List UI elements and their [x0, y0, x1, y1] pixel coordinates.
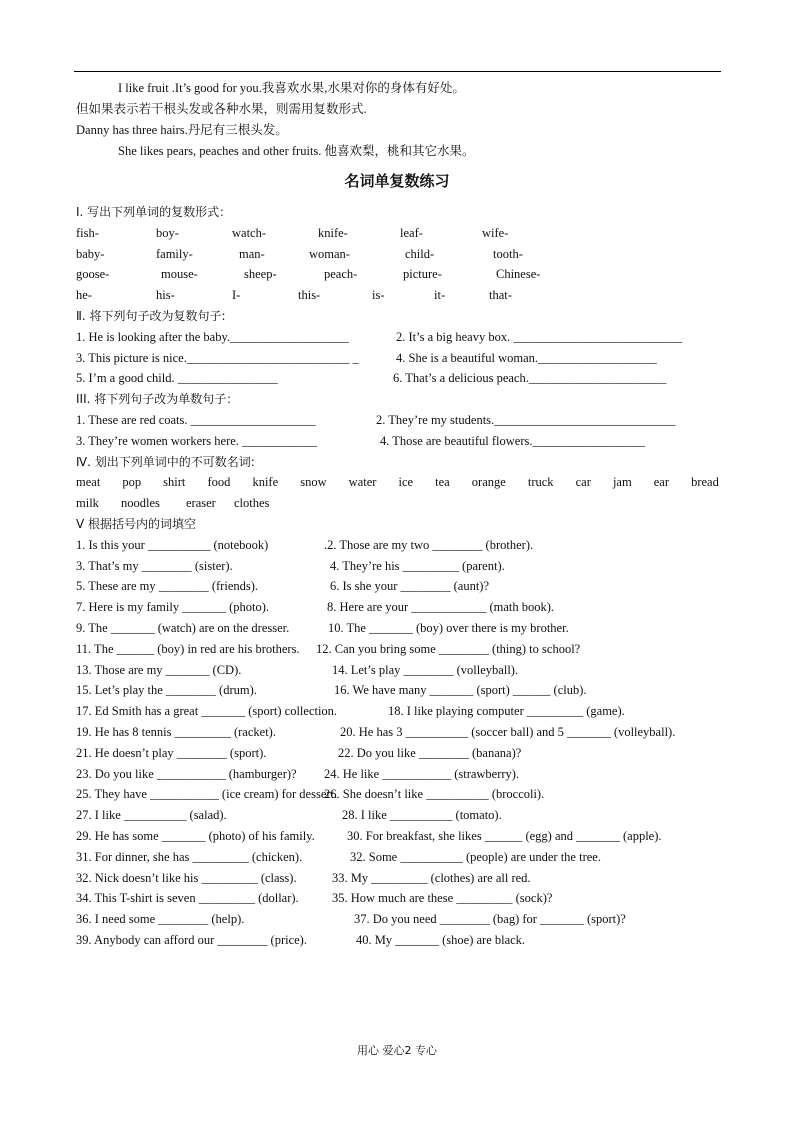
- sentence: 40. My _______ (shoe) are black.: [356, 932, 526, 947]
- sentence: 33. My _________ (clothes) are all red.: [332, 870, 531, 885]
- sentence: 2. It’s a big heavy box. ___________________________: [396, 329, 683, 344]
- word: Chinese-: [496, 267, 541, 282]
- sentence-row: [76, 618, 726, 639]
- word: leaf-: [400, 225, 423, 240]
- sentence: 22. Do you like ________ (banana)?: [338, 745, 522, 760]
- sentence: 25. They have ___________ (ice cream) for dessert.: [76, 787, 338, 802]
- sentence: 19. He has 8 tennis _________ (racket).: [76, 724, 276, 739]
- intro-line: I like fruit .It’s good for you.我喜欢水果,水果对你的身体有好处。: [118, 81, 465, 95]
- word: knife: [252, 475, 279, 490]
- intro-line: 但如果表示若干根头发或各种水果，则需用复数形式.: [76, 102, 367, 116]
- word: woman-: [309, 246, 350, 261]
- sentence-row: [76, 784, 726, 805]
- sentence: 6. Is she your ________ (aunt)?: [330, 579, 489, 594]
- word: orange: [471, 475, 506, 490]
- sentence: 34. This T-shirt is seven _________ (dollar).: [76, 891, 299, 906]
- word: picture-: [403, 267, 442, 282]
- word: jam: [612, 475, 632, 490]
- sentence: 26. She doesn’t like __________ (broccoli).: [324, 787, 545, 802]
- word: ear: [653, 475, 670, 490]
- section-1-heading: Ⅰ. 写出下列单词的复数形式：: [76, 205, 232, 219]
- sentence-row: [76, 888, 726, 909]
- sentence-row: [76, 348, 726, 369]
- word-row: [76, 493, 726, 514]
- section-2-heading: Ⅱ. 将下列句子改为复数句子:: [76, 308, 226, 323]
- sentence: 9. The _______ (watch) are on the dresser.: [76, 620, 290, 635]
- word: mouse-: [161, 267, 198, 282]
- word-row: [76, 285, 726, 306]
- sentence: 28. I like __________ (tomato).: [342, 808, 502, 823]
- sentence: 29. He has some _______ (photo) of his family.: [76, 828, 315, 843]
- word: this-: [298, 288, 321, 303]
- sentence-row: [76, 576, 726, 597]
- word: pop: [122, 475, 142, 490]
- sentence: 3. They’re women workers here. ____________: [76, 433, 318, 448]
- sentence-row: [76, 556, 726, 577]
- sentence: 27. I like __________ (salad).: [76, 808, 227, 823]
- word: goose-: [76, 267, 110, 282]
- sentence-row: [76, 805, 726, 826]
- section-3-heading: III. 将下列句子改为单数句子：: [76, 392, 239, 407]
- sentence-row: [76, 368, 726, 389]
- word: watch-: [232, 225, 267, 240]
- sentence: 21. He doesn’t play ________ (sport).: [76, 745, 267, 760]
- sentence: 8. Here are your ____________ (math book).: [327, 600, 555, 615]
- word: baby-: [76, 246, 105, 261]
- word: wife-: [482, 225, 509, 240]
- sentence-row: [76, 701, 726, 722]
- word: food: [207, 475, 231, 490]
- sentence-row: [76, 597, 726, 618]
- word-row: [76, 264, 726, 285]
- word: man-: [239, 246, 265, 261]
- sentence: 20. He has 3 __________ (soccer ball) and 5 _______ (volleyball).: [340, 724, 676, 739]
- word: tea: [435, 475, 450, 490]
- sentence: 5. I’m a good child. ________________: [76, 371, 278, 386]
- sentence: 12. Can you bring some ________ (thing) to school?: [316, 641, 581, 656]
- word: peach-: [324, 267, 358, 282]
- sentence: 32. Some __________ (people) are under the tree.: [350, 849, 601, 864]
- word: tooth-: [493, 246, 523, 261]
- intro-line: Danny has three hairs.丹尼有三根头发。: [76, 123, 288, 137]
- sentence-row: [76, 909, 726, 930]
- sentence: 6. That’s a delicious peach.______________________: [393, 371, 667, 386]
- sentence: 1. He is looking after the baby.___________________: [76, 329, 349, 344]
- sentence-row: [76, 660, 726, 681]
- sentence-row: [76, 680, 726, 701]
- section-4-heading: Ⅳ. 划出下列单词中的不可数名词:: [76, 454, 255, 469]
- word: child-: [405, 246, 435, 261]
- word: he-: [76, 288, 92, 303]
- sentence: 24. He like ___________ (strawberry).: [324, 766, 520, 781]
- word: his-: [156, 288, 175, 303]
- sentence: 36. I need some ________ (help).: [76, 912, 245, 927]
- word: it-: [434, 288, 446, 303]
- word: ice: [398, 475, 414, 490]
- sentence: 35. How much are these _________ (sock)?: [332, 891, 553, 906]
- sentence-row: [76, 847, 726, 868]
- word: I-: [232, 288, 241, 303]
- word: car: [575, 475, 591, 490]
- sentence: 39. Anybody can afford our ________ (price).: [76, 932, 307, 947]
- sentence: 37. Do you need ________ (bag) for _______ (sport)?: [354, 912, 626, 927]
- sentence: 30. For breakfast, she likes ______ (egg) and _______ (apple).: [347, 828, 662, 843]
- sentence-row: [76, 535, 726, 556]
- sentence: 4. Those are beautiful flowers.__________________: [380, 433, 645, 448]
- sentence-row: [76, 826, 726, 847]
- word: truck: [527, 475, 554, 490]
- word: knife-: [318, 225, 348, 240]
- sentence: 32. Nick doesn’t like his _________ (class).: [76, 870, 297, 885]
- word: bread: [691, 475, 719, 490]
- header-rule: [74, 71, 721, 72]
- sentence: 16. We have many _______ (sport) ______ (club).: [334, 683, 587, 698]
- section-5-heading: Ⅴ 根据括号内的词填空: [76, 516, 197, 531]
- sentence: 17. Ed Smith has a great _______ (sport) collection.: [76, 704, 338, 719]
- sentence: 1. Is this your __________ (notebook): [76, 537, 269, 552]
- sentence-row: [76, 930, 726, 951]
- word: sheep-: [244, 267, 277, 282]
- sentence: 1. These are red coats. ____________________: [76, 412, 316, 427]
- sentence: 5. These are my ________ (friends).: [76, 579, 259, 594]
- sentence: 2. They’re my students._____________________________: [376, 412, 676, 427]
- sentence-row: [76, 722, 726, 743]
- sentence: 13. Those are my _______ (CD).: [76, 662, 242, 677]
- sentence: 23. Do you like ___________ (hamburger)?: [76, 766, 297, 781]
- sentence: .2. Those are my two ________ (brother).: [324, 537, 534, 552]
- sentence: 14. Let’s play ________ (volleyball).: [332, 662, 519, 677]
- sentence-row: [76, 327, 726, 348]
- sentence: 4. She is a beautiful woman.___________________: [396, 350, 657, 365]
- sentence-row: [76, 764, 726, 785]
- sentence-row: [76, 868, 726, 889]
- sentence: 31. For dinner, she has _________ (chicken).: [76, 849, 303, 864]
- intro-text: [76, 78, 726, 162]
- word: family-: [156, 246, 193, 261]
- word: noodles: [121, 496, 160, 511]
- word: water: [348, 475, 377, 490]
- sentence-row: [76, 743, 726, 764]
- sentence: 18. I like playing computer _________ (game).: [388, 704, 625, 719]
- sentence: 7. Here is my family _______ (photo).: [76, 600, 270, 615]
- word: boy-: [156, 225, 179, 240]
- word-row: [76, 244, 726, 265]
- sentence: 3. That’s my ________ (sister).: [76, 558, 233, 573]
- exercise-content: [76, 202, 726, 951]
- word: is-: [372, 288, 385, 303]
- sentence: 15. Let’s play the ________ (drum).: [76, 683, 257, 698]
- sentence: 3. This picture is nice.__________________________ _: [76, 350, 359, 365]
- page-title: 名词单复数练习: [344, 172, 450, 190]
- fill-in-list: [76, 535, 726, 951]
- word: that-: [489, 288, 512, 303]
- word: meat: [76, 475, 101, 490]
- word-row: [76, 223, 726, 244]
- word-row: [76, 472, 719, 493]
- word: eraser: [186, 496, 216, 511]
- sentence-row: [76, 410, 726, 431]
- sentence-row: [76, 431, 726, 452]
- word: shirt: [163, 475, 186, 490]
- word: clothes: [234, 496, 270, 511]
- word: fish-: [76, 225, 99, 240]
- intro-line: She likes pears, peaches and other fruits. 他喜欢梨，桃和其它水果。: [118, 144, 475, 158]
- sentence: 10. The _______ (boy) over there is my brother.: [328, 620, 569, 635]
- sentence: 4. They’re his _________ (parent).: [330, 558, 505, 573]
- word: milk: [76, 496, 99, 511]
- sentence: 11. The ______ (boy) in red are his brothers.: [76, 641, 300, 656]
- page-footer: 用心 爱心2 专心: [357, 1044, 437, 1057]
- sentence-row: [76, 639, 726, 660]
- word: snow: [300, 475, 327, 490]
